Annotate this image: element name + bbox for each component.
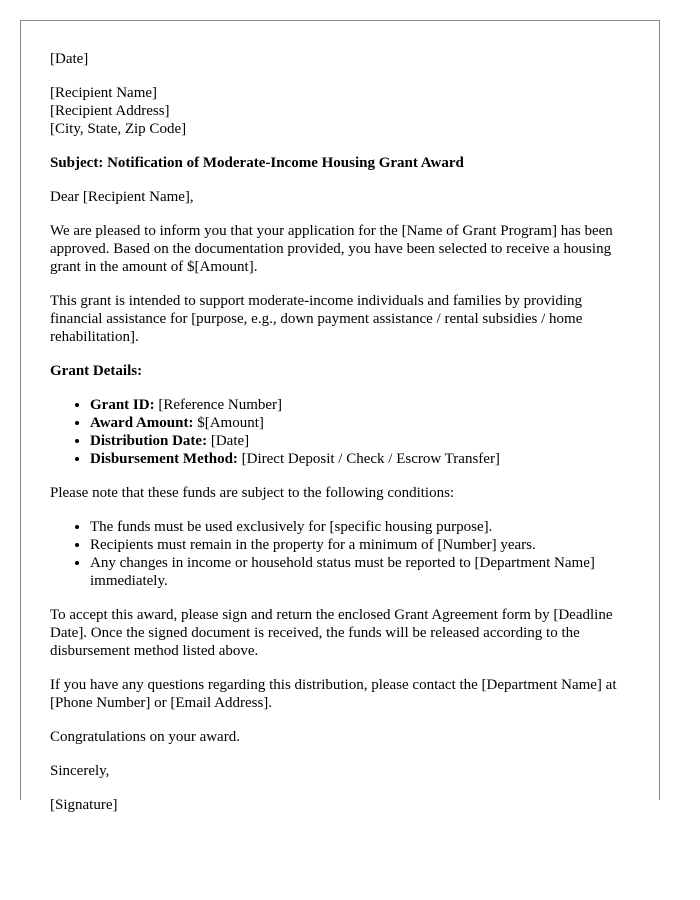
subject-line bbox=[50, 154, 630, 172]
paragraph-purpose: This grant is intended to support moderate-income individuals and families by providing financial assistance for [purpose, e.g., down payment assistance / rental subsidies / home rehabilitation]. bbox=[50, 293, 583, 345]
paragraph-questions: If you have any questions regarding this distribution, please contact the [Department Name] at [Phone Number] or [Email Address]. bbox=[50, 677, 617, 711]
recipient-name: [Recipient Name] bbox=[50, 85, 158, 101]
letter-page bbox=[20, 20, 660, 813]
grant-detail-value: [Date] bbox=[207, 433, 250, 449]
conditions-intro: Please note that these funds are subject to the following conditions: bbox=[50, 485, 455, 501]
grant-detail-label: Grant ID: bbox=[90, 397, 155, 413]
grant-detail-value: $[Amount] bbox=[193, 415, 264, 431]
grant-detail-label: Award Amount: bbox=[90, 415, 194, 431]
grant-detail-item bbox=[90, 396, 630, 414]
grant-detail-value: [Reference Number] bbox=[154, 397, 283, 413]
grant-detail-item bbox=[90, 432, 630, 450]
salutation: Dear [Recipient Name], bbox=[50, 189, 194, 205]
grant-details-heading-text: Grant Details: bbox=[50, 363, 143, 379]
recipient-block bbox=[50, 84, 630, 138]
letter-date: [Date] bbox=[50, 51, 89, 67]
grant-detail-value: [Direct Deposit / Check / Escrow Transfer] bbox=[237, 451, 500, 467]
grant-detail-item bbox=[90, 450, 630, 468]
grant-detail-label: Disbursement Method: bbox=[90, 451, 238, 467]
paragraph-approval: We are pleased to inform you that your application for the [Name of Grant Program] has been approved. Based on the documentation provided, you have been selected to receive a housing grant in the amount of $[Amount]. bbox=[50, 223, 613, 275]
signature: [Signature] bbox=[50, 797, 118, 813]
letter-body bbox=[21, 21, 659, 814]
condition-item: • The funds must be used exclusively for [specific housing purpose]. bbox=[90, 518, 630, 536]
grant-details-heading bbox=[50, 362, 630, 380]
grant-details-list bbox=[50, 396, 630, 468]
recipient-city-state-zip: [City, State, Zip Code] bbox=[50, 121, 187, 137]
conditions-list bbox=[50, 518, 630, 590]
subject-text: Subject: Notification of Moderate-Income Housing Grant Award bbox=[50, 155, 464, 171]
closing: Sincerely, bbox=[50, 763, 110, 779]
congratulations: Congratulations on your award. bbox=[50, 729, 240, 745]
condition-item: • Recipients must remain in the property for a minimum of [Number] years. bbox=[90, 536, 630, 554]
condition-item: • Any changes in income or household status must be reported to [Department Name] immediately. bbox=[90, 554, 630, 590]
paragraph-accept: To accept this award, please sign and return the enclosed Grant Agreement form by [Deadline Date]. Once the signed document is received, the funds will be released according to the disbursement method listed above. bbox=[50, 607, 613, 659]
recipient-address: [Recipient Address] bbox=[50, 103, 170, 119]
grant-detail-label: Distribution Date: bbox=[90, 433, 208, 449]
grant-detail-item bbox=[90, 414, 630, 432]
